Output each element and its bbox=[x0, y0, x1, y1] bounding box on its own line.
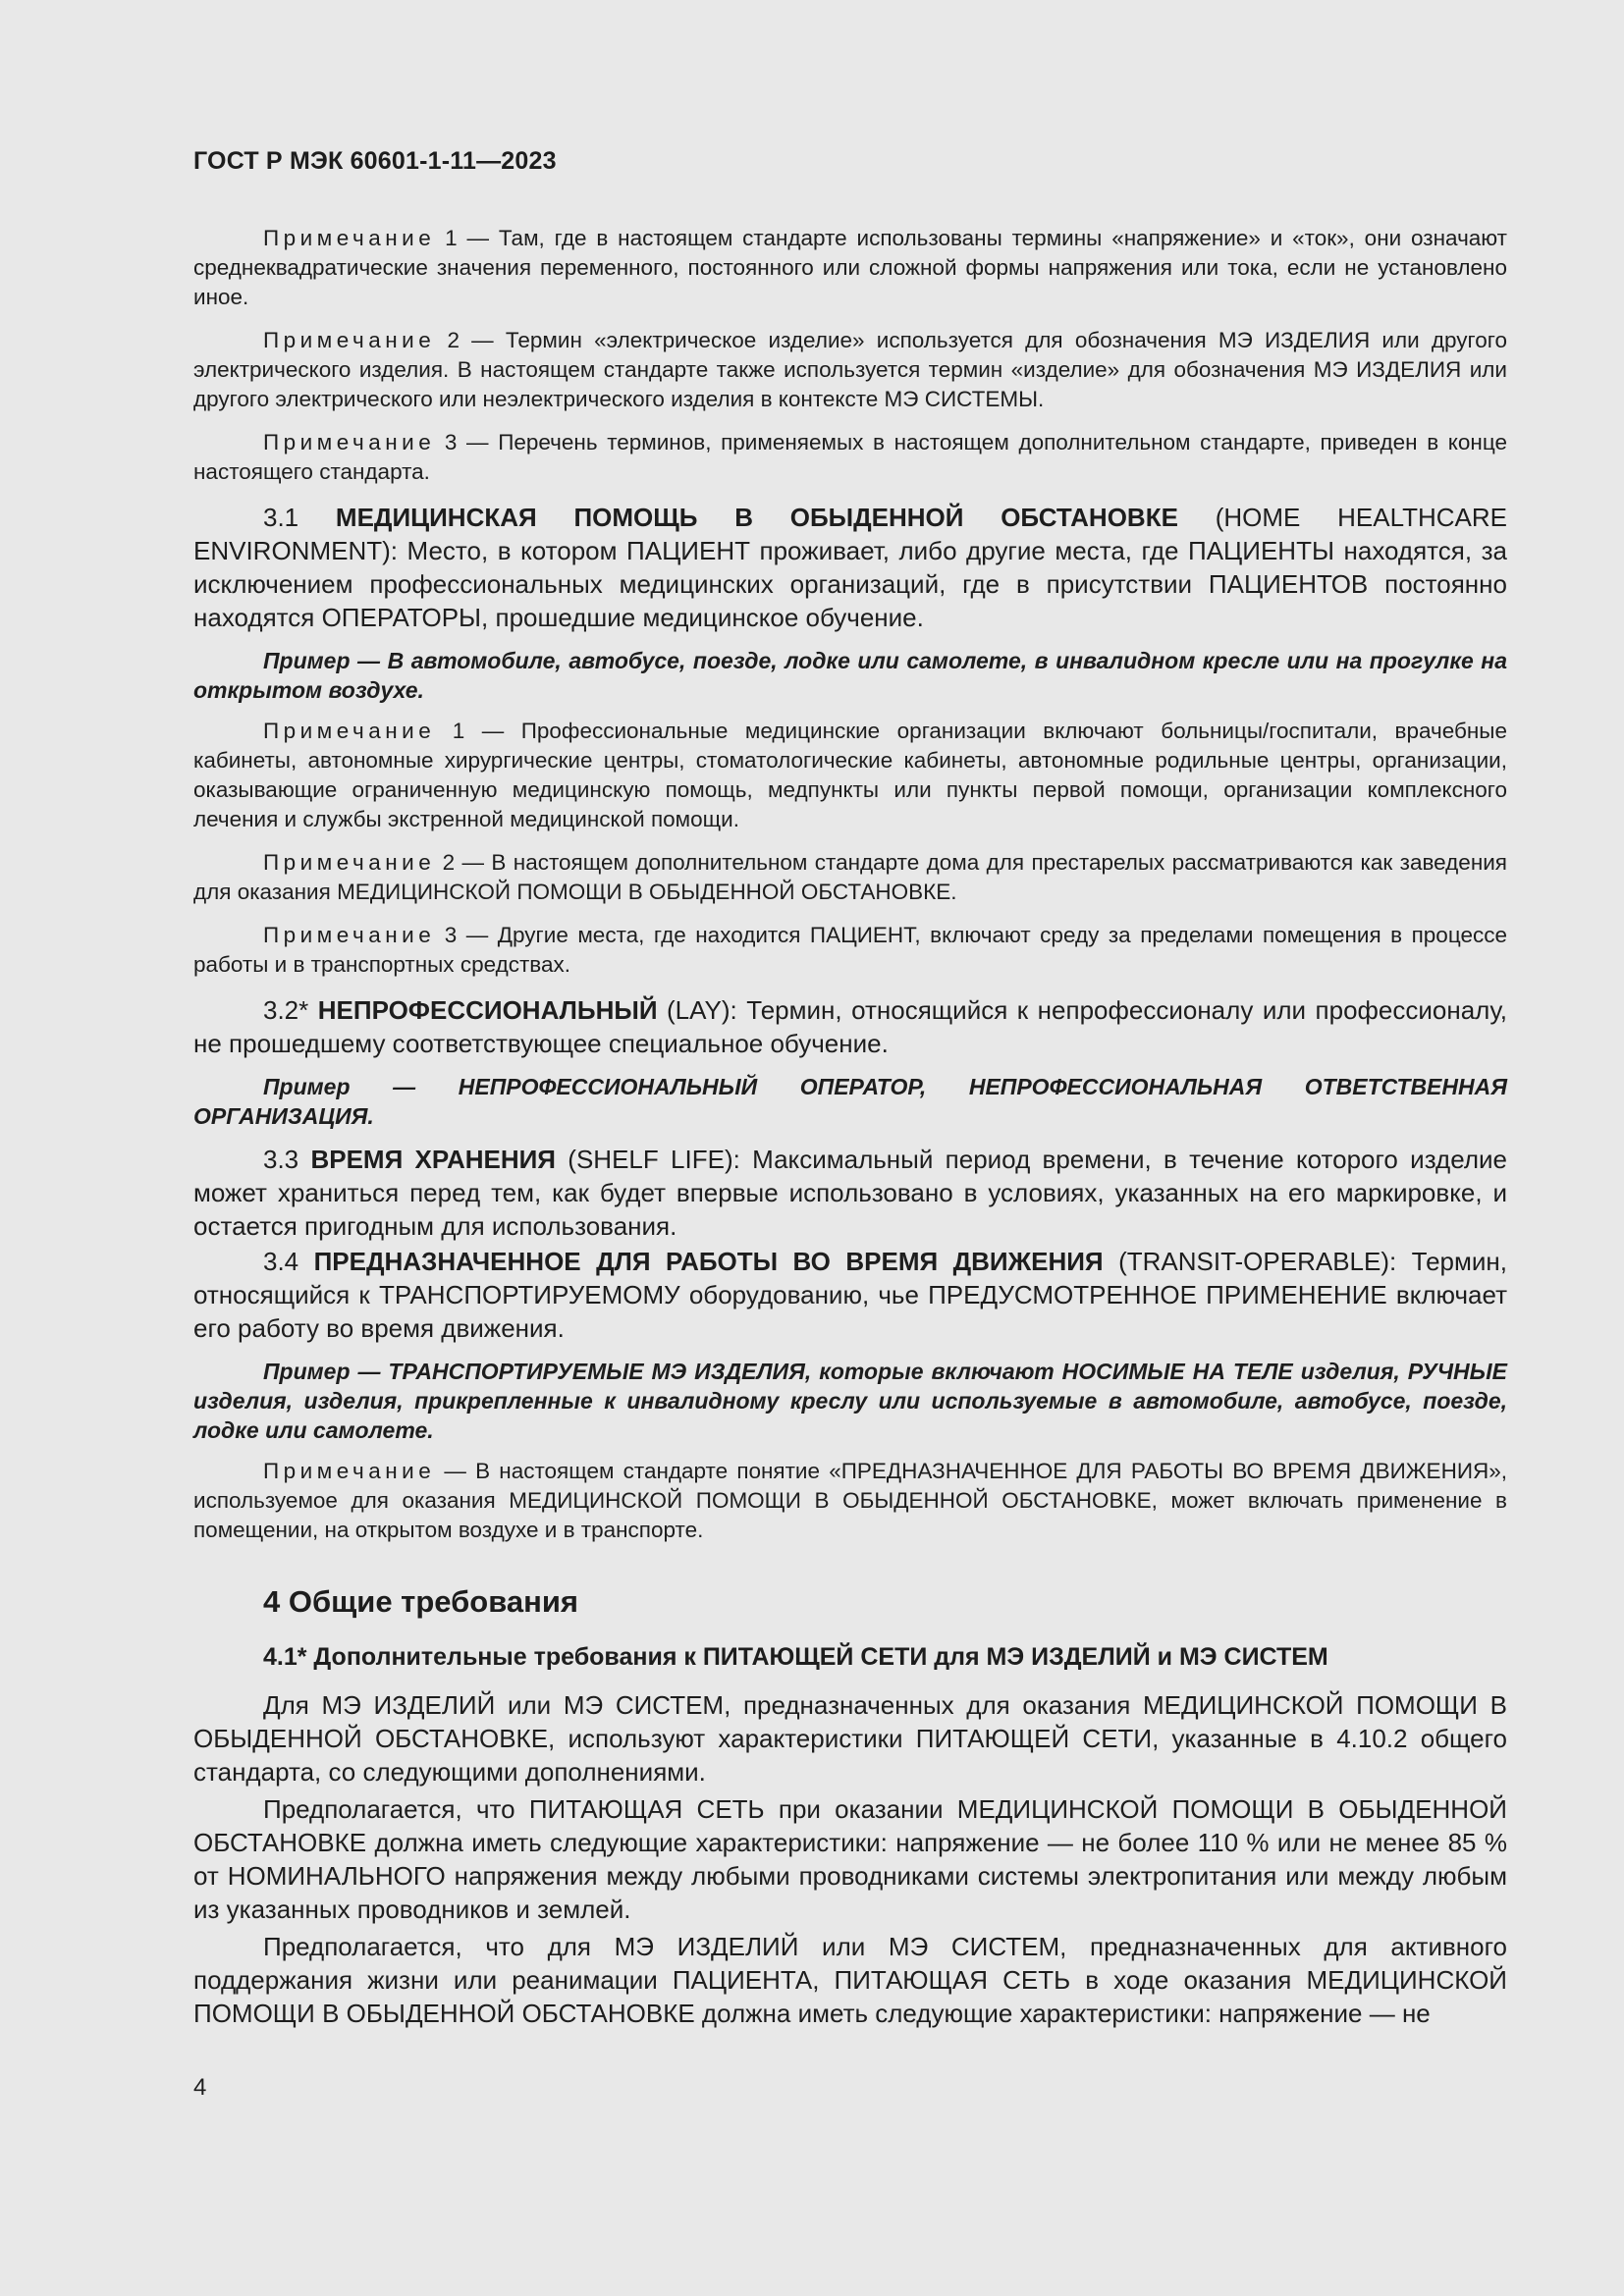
note-text: 2 — В настоящем дополнительном стандарте дома для престарелых рассматриваются как заведения для оказания МЕДИЦИНСКОЙ ПОМОЩИ В ОБЫДЕННОЙ ОБСТАНОВКЕ. bbox=[193, 850, 1507, 904]
term-3-4 bbox=[193, 1245, 1507, 1345]
term-3-3 bbox=[193, 1143, 1507, 1243]
term-name: ВРЕМЯ ХРАНЕНИЯ bbox=[310, 1145, 556, 1174]
term-3-2 bbox=[193, 993, 1507, 1060]
term-name: МЕДИЦИНСКАЯ ПОМОЩЬ В ОБЫДЕННОЙ ОБСТАНОВКЕ bbox=[335, 503, 1178, 532]
term-3-4-note bbox=[193, 1457, 1507, 1545]
intro-note-3 bbox=[193, 428, 1507, 487]
note-label: Примечание bbox=[263, 923, 436, 947]
term-number: 3.3 bbox=[263, 1145, 311, 1174]
note-text: 2 — Термин «электрическое изделие» используется для обозначения МЭ ИЗДЕЛИЯ или другого электрического изделия. В настоящем стандарте также используется термин «изделие» для обозначения МЭ ИЗДЕЛИЯ или другого электрического или неэлектрического изделия в контексте МЭ СИСТЕМЫ. bbox=[193, 328, 1507, 411]
term-definition: (TRANSIT-OPERABLE): Термин, относящийся к ТРАНСПОРТИРУЕМОМУ оборудованию, чье ПРЕДУСМОТРЕННОЕ ПРИМЕНЕНИЕ включает его работу во время движения. bbox=[193, 1247, 1507, 1343]
page-number: 4 bbox=[193, 2074, 207, 2101]
term-definition: (HOME HEALTHCARE ENVIRONMENT): Место, в котором ПАЦИЕНТ проживает, либо другие места, где ПАЦИЕНТЫ находятся, за исключением профессиональных медицинских организаций, где в присутствии ПАЦИЕНТОВ постоянно находятся ОПЕРАТОРЫ, прошедшие медицинское обучение. bbox=[193, 503, 1507, 632]
term-3-1-example: Пример — В автомобиле, автобусе, поезде, лодке или самолете, в инвалидном кресле или на прогулке на открытом воздухе. bbox=[193, 648, 1507, 703]
note-text: 1 — Там, где в настоящем стандарте использованы термины «напряжение» и «ток», они означают среднеквадратические значения переменного, постоянного или сложной формы напряжения или тока, если не установлено иное. bbox=[193, 226, 1507, 309]
term-3-1-note-3 bbox=[193, 921, 1507, 980]
term-number: 3.1 bbox=[263, 503, 336, 532]
term-3-1 bbox=[193, 501, 1507, 634]
note-label: Примечание bbox=[263, 850, 436, 875]
term-3-2-example: Пример — НЕПРОФЕССИОНАЛЬНЫЙ ОПЕРАТОР, НЕПРОФЕССИОНАЛЬНАЯ ОТВЕТСТВЕННАЯ ОРГАНИЗАЦИЯ. bbox=[193, 1074, 1507, 1129]
term-3-4-example: Пример — ТРАНСПОРТИРУЕМЫЕ МЭ ИЗДЕЛИЯ, которые включают НОСИМЫЕ НА ТЕЛЕ изделия, РУЧНЫЕ изделия, изделия, прикрепленные к инвалидному креслу или используемые в автомобиле, автобусе, поезде, лодке или самолете. bbox=[193, 1359, 1507, 1443]
note-label: Примечание bbox=[263, 226, 436, 250]
term-3-1-note-2 bbox=[193, 848, 1507, 907]
note-text: — В настоящем стандарте понятие «ПРЕДНАЗНАЧЕННОЕ ДЛЯ РАБОТЫ ВО ВРЕМЯ ДВИЖЕНИЯ», используемое для оказания МЕДИЦИНСКОЙ ПОМОЩИ В ОБЫДЕННОЙ ОБСТАНОВКЕ, может включать применение в помещении, на открытом воздухе и в транспорте. bbox=[193, 1459, 1507, 1542]
term-definition: (SHELF LIFE): Максимальный период времени, в течение которого изделие может храниться перед тем, как будет впервые использовано в условиях, указанных на его маркировке, и остается пригодным для использования. bbox=[193, 1145, 1507, 1241]
page-content bbox=[193, 224, 1507, 2034]
intro-note-1 bbox=[193, 224, 1507, 312]
intro-note-2 bbox=[193, 326, 1507, 414]
note-text: 3 — Перечень терминов, применяемых в настоящем дополнительном стандарте, приведен в конце настоящего стандарта. bbox=[193, 430, 1507, 484]
body-paragraph-2: Предполагается, что ПИТАЮЩАЯ СЕТЬ при оказании МЕДИЦИНСКОЙ ПОМОЩИ В ОБЫДЕННОЙ ОБСТАНОВКЕ должна иметь следующие характеристики: напряжение — не более 110 % или не менее 85 % от НОМИНАЛЬНОГО напряжения между любыми проводниками системы электропитания или между любым из указанных проводников и землей. bbox=[193, 1794, 1507, 1924]
note-text: 1 — Профессиональные медицинские организации включают больницы/госпитали, врачебные кабинеты, автономные хирургические центры, стоматологические кабинеты, автономные родильные центры, организации, оказывающие ограниченную медицинскую помощь, медпункты или пункты первой помощи, организации комплексного лечения и службы экстренной медицинской помощи. bbox=[193, 719, 1507, 831]
note-label: Примечание bbox=[263, 1459, 436, 1483]
note-text: 3 — Другие места, где находится ПАЦИЕНТ, включают среду за пределами помещения в процессе работы и в транспортных средствах. bbox=[193, 923, 1507, 977]
note-label: Примечание bbox=[263, 430, 436, 454]
term-name: ПРЕДНАЗНАЧЕННОЕ ДЛЯ РАБОТЫ ВО ВРЕМЯ ДВИЖЕНИЯ bbox=[313, 1247, 1104, 1276]
term-definition: (LAY): Термин, относящийся к непрофессионалу или профессионалу, не прошедшему соответствующее специальное обучение. bbox=[193, 995, 1507, 1058]
body-paragraph-3: Предполагается, что для МЭ ИЗДЕЛИЙ или МЭ СИСТЕМ, предназначенных для активного поддержания жизни или реанимации ПАЦИЕНТА, ПИТАЮЩАЯ СЕТЬ в ходе оказания МЕДИЦИНСКОЙ ПОМОЩИ В ОБЫДЕННОЙ ОБСТАНОВКЕ должна иметь следующие характеристики: напряжение — не bbox=[193, 1932, 1507, 2028]
note-label: Примечание bbox=[263, 328, 436, 352]
term-name: НЕПРОФЕССИОНАЛЬНЫЙ bbox=[317, 995, 658, 1025]
standard-header: ГОСТ Р МЭК 60601-1-11—2023 bbox=[193, 147, 557, 175]
section-4-title: 4 Общие требования bbox=[263, 1584, 578, 1619]
body-paragraph-1: Для МЭ ИЗДЕЛИЙ или МЭ СИСТЕМ, предназначенных для оказания МЕДИЦИНСКОЙ ПОМОЩИ В ОБЫДЕННОЙ ОБСТАНОВКЕ, используют характеристики ПИТАЮЩЕЙ СЕТИ, указанные в 4.10.2 общего стандарта, со следующими дополнениями. bbox=[193, 1690, 1507, 1787]
term-number: 3.2* bbox=[263, 995, 318, 1025]
term-number: 3.4 bbox=[263, 1247, 314, 1276]
term-3-1-note-1 bbox=[193, 717, 1507, 834]
subsection-4-1-title: 4.1* Дополнительные требования к ПИТАЮЩЕЙ СЕТИ для МЭ ИЗДЕЛИЙ и МЭ СИСТЕМ bbox=[263, 1643, 1328, 1671]
note-label: Примечание bbox=[263, 719, 436, 743]
